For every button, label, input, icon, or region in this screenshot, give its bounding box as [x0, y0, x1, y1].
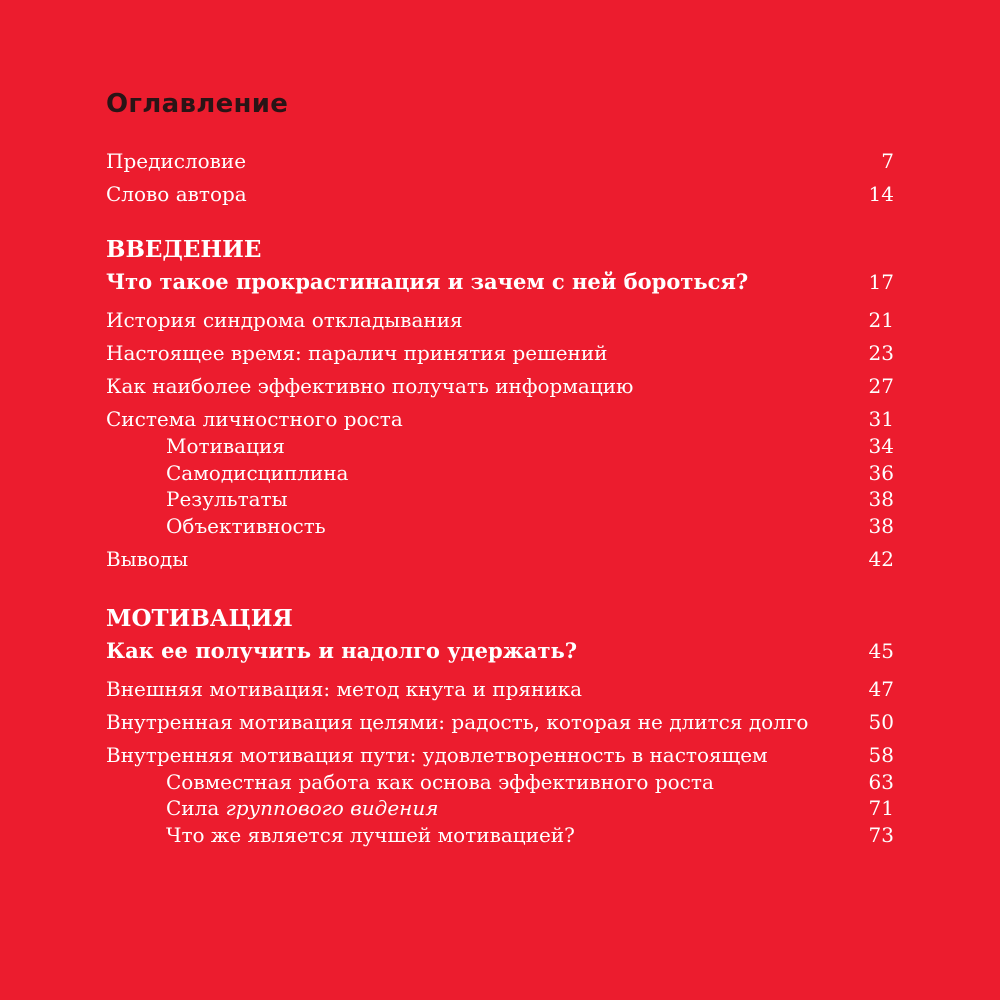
toc-entry[interactable]	[106, 307, 894, 340]
toc-page-number: 14	[868, 182, 894, 206]
toc-entry-label: Внутренняя мотивация пути: удовлетворенность в настоящем	[106, 742, 768, 767]
toc-entry-label: Система личностного роста	[106, 407, 403, 431]
toc-subentry-label: Совместная работа как основа эффективного роста	[166, 769, 714, 794]
toc-subentry-label: Самодисциплина	[166, 460, 349, 485]
toc-subentry[interactable]	[106, 486, 894, 513]
toc-subentry-label: Что же является лучшей мотивацией?	[166, 822, 575, 847]
toc-title: Оглавление	[106, 89, 289, 119]
toc-entry[interactable]	[106, 373, 894, 406]
toc-page-number: 47	[868, 676, 894, 701]
toc-subentry-label: Результаты	[166, 487, 288, 511]
toc-entry[interactable]	[106, 676, 894, 709]
toc-subentry[interactable]	[106, 460, 894, 487]
section-subtitle-label: Как ее получить и надолго удержать?	[106, 637, 578, 663]
toc-entry-label: Выводы	[106, 546, 189, 571]
toc-page-number: 31	[868, 407, 894, 431]
section-subtitle-label: Что такое прокрастинация и зачем с ней бороться?	[106, 269, 749, 294]
toc-page-number: 50	[868, 709, 894, 734]
toc-page-number: 7	[881, 149, 894, 173]
toc-entry-conclusion[interactable]	[106, 546, 894, 579]
toc-entry-label: Как наиболее эффективно получать информацию	[106, 374, 634, 398]
toc-entry[interactable]	[106, 340, 894, 373]
toc-page-number: 27	[868, 374, 894, 398]
toc-entry-label: История синдрома откладывания	[106, 308, 463, 332]
toc-subentry-label-prefix: Сила	[166, 796, 226, 820]
toc-entry-label: Внешняя мотивация: метод кнута и пряника	[106, 676, 583, 701]
toc-entry[interactable]	[106, 406, 894, 433]
toc-entry-label: Предисловие	[106, 149, 247, 173]
toc-subentry-label	[106, 795, 438, 821]
toc-subentry[interactable]	[106, 769, 894, 796]
toc-subentry[interactable]	[106, 795, 894, 822]
toc-subentry[interactable]	[106, 822, 894, 849]
toc-entry-label: Внутренная мотивация целями: радость, которая не длится долго	[106, 709, 809, 734]
toc-entry-author-word[interactable]	[106, 181, 894, 214]
toc-page-number: 38	[868, 487, 894, 511]
section-heading-intro: ВВЕДЕНИЕ	[106, 236, 262, 263]
toc-subentry-label: Мотивация	[166, 434, 285, 458]
toc-page-number: 73	[868, 822, 894, 847]
toc-subentry-label: Объективность	[166, 513, 326, 538]
toc-page-number: 58	[868, 742, 894, 767]
toc-subentry-label-italic: группового видения	[225, 796, 439, 820]
toc-page-number: 17	[868, 270, 894, 294]
toc-entry-preface[interactable]	[106, 148, 894, 181]
toc-subentry[interactable]	[106, 433, 894, 460]
toc-page-number: 23	[868, 341, 894, 365]
toc-entry-label: Слово автора	[106, 182, 247, 206]
toc-page-number: 21	[868, 308, 894, 332]
toc-page-number: 34	[868, 434, 894, 458]
section-subtitle-intro[interactable]	[106, 266, 894, 307]
section-subtitle-motivation[interactable]	[106, 635, 894, 676]
toc-page-number: 42	[868, 546, 894, 571]
table-of-contents	[106, 84, 894, 848]
toc-page-number: 36	[868, 460, 894, 485]
toc-entry[interactable]	[106, 742, 894, 769]
toc-entry-label: Настоящее время: паралич принятия решений	[106, 341, 608, 365]
toc-page-number: 71	[868, 796, 894, 820]
section-heading-motivation: МОТИВАЦИЯ	[106, 604, 293, 632]
toc-subentry[interactable]	[106, 513, 894, 546]
toc-page-number: 63	[868, 769, 894, 794]
toc-page-number: 45	[868, 638, 894, 663]
toc-page-number: 38	[868, 513, 894, 538]
toc-entry[interactable]	[106, 709, 894, 742]
